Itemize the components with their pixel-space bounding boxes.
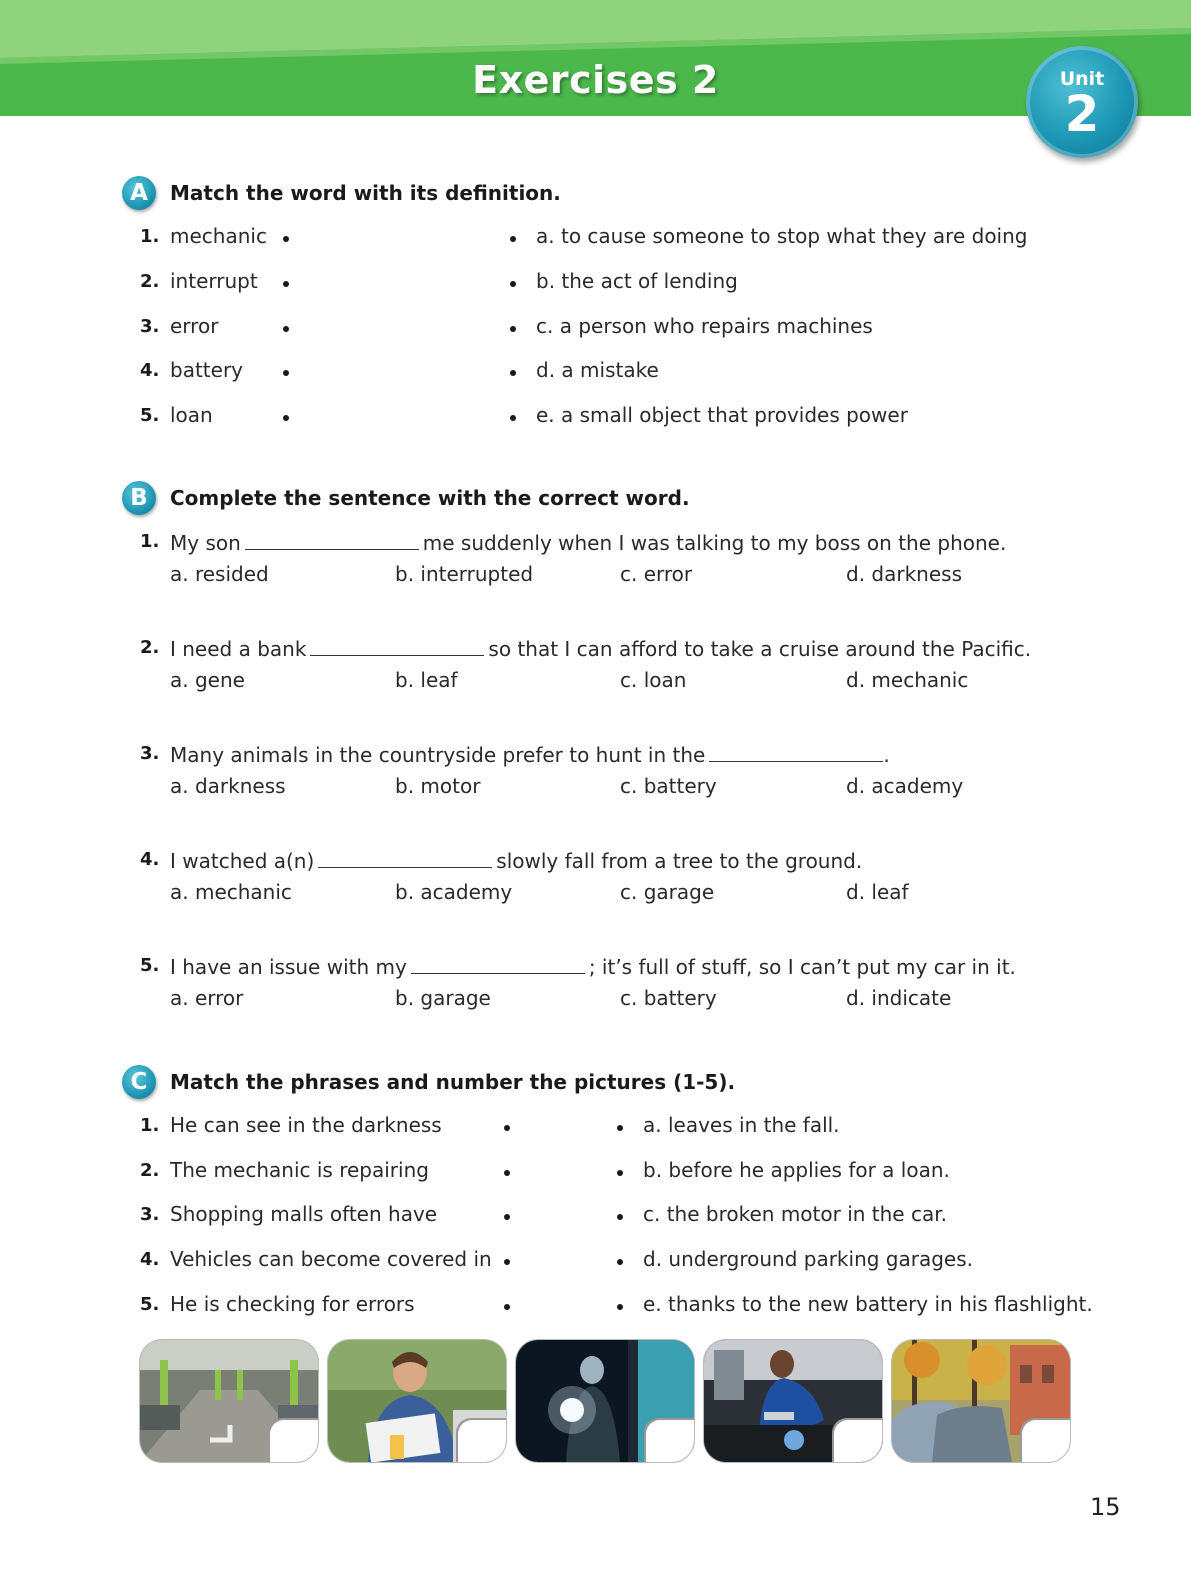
answer-option[interactable]: c. error [620, 562, 693, 586]
item-number: 5. [140, 405, 160, 426]
sentence-start: I have an issue with my [170, 955, 407, 979]
sentence-start: My son [170, 531, 241, 555]
match-word: error [170, 314, 219, 338]
sentence-end: slowly fall from a tree to the ground. [496, 849, 863, 873]
match-dot-left[interactable] [504, 1125, 510, 1131]
match-dot-left[interactable] [504, 1214, 510, 1220]
page-number: 15 [1090, 1493, 1121, 1521]
match-dot-left[interactable] [283, 326, 289, 332]
match-definition: c. a person who repairs machines [536, 314, 873, 338]
answer-option[interactable]: c. garage [620, 880, 715, 904]
match-dot-right[interactable] [617, 1214, 623, 1220]
answer-option[interactable]: d. leaf [846, 880, 909, 904]
match-dot-left[interactable] [504, 1170, 510, 1176]
match-definition: e. a small object that provides power [536, 403, 908, 427]
picture-parking-garage [140, 1340, 318, 1462]
phrase-ending: b. before he applies for a loan. [643, 1158, 950, 1182]
match-dot-left[interactable] [283, 415, 289, 421]
unit-badge [1026, 46, 1138, 158]
section-a-badge: A [122, 176, 156, 210]
answer-blank[interactable] [245, 529, 419, 550]
section-a-instruction: Match the word with its definition. [170, 181, 561, 205]
phrase-start: He is checking for errors [170, 1292, 415, 1316]
answer-option[interactable]: a. gene [170, 668, 245, 692]
phrase-start: The mechanic is repairing [170, 1158, 429, 1182]
item-number: 1. [140, 1115, 160, 1136]
match-word: battery [170, 358, 243, 382]
match-dot-right[interactable] [510, 236, 516, 242]
match-dot-right[interactable] [510, 370, 516, 376]
section-c-badge: C [122, 1065, 156, 1099]
unit-number: 2 [1064, 85, 1100, 143]
match-dot-right[interactable] [510, 326, 516, 332]
item-number: 2. [140, 1160, 160, 1181]
item-number: 2. [140, 271, 160, 292]
item-number: 3. [140, 1204, 160, 1225]
question-number: 1. [140, 531, 160, 552]
match-dot-right[interactable] [510, 281, 516, 287]
section-b-badge: B [122, 481, 156, 515]
answer-box-1[interactable] [270, 1420, 318, 1462]
answer-option[interactable]: b. leaf [395, 668, 458, 692]
question-sentence [170, 847, 862, 873]
match-word: loan [170, 403, 213, 427]
phrase-start: Shopping malls often have [170, 1202, 438, 1226]
answer-option[interactable]: a. resided [170, 562, 269, 586]
phrase-ending: d. underground parking garages. [643, 1247, 973, 1271]
question-sentence [170, 529, 1006, 555]
match-dot-right[interactable] [510, 415, 516, 421]
phrase-ending: a. leaves in the fall. [643, 1113, 840, 1137]
answer-option[interactable]: d. academy [846, 774, 964, 798]
item-number: 4. [140, 360, 160, 381]
question-sentence [170, 635, 1031, 661]
sentence-end: me suddenly when I was talking to my boss on the phone. [422, 531, 1007, 555]
question-sentence [170, 953, 1016, 979]
sentence-end: so that I can afford to take a cruise around the Pacific. [488, 637, 1032, 661]
sentence-start: I watched a(n) [170, 849, 315, 873]
match-dot-left[interactable] [283, 236, 289, 242]
question-number: 4. [140, 849, 160, 870]
answer-option[interactable]: a. mechanic [170, 880, 292, 904]
phrase-ending: e. thanks to the new battery in his flashlight. [643, 1292, 1093, 1316]
section-c-instruction: Match the phrases and number the pictures (1-5). [170, 1070, 736, 1094]
answer-option[interactable]: b. academy [395, 880, 513, 904]
answer-box-2[interactable] [458, 1420, 506, 1462]
answer-option[interactable]: d. mechanic [846, 668, 969, 692]
answer-option[interactable]: c. battery [620, 774, 717, 798]
phrase-start: Vehicles can become covered in [170, 1247, 492, 1271]
answer-box-5[interactable] [1022, 1420, 1070, 1462]
match-word: interrupt [170, 269, 258, 293]
match-dot-left[interactable] [283, 281, 289, 287]
match-dot-right[interactable] [617, 1125, 623, 1131]
answer-option[interactable]: b. motor [395, 774, 481, 798]
sentence-start: I need a bank [170, 637, 307, 661]
answer-blank[interactable] [310, 635, 484, 656]
picture-mechanic-repairing-car [704, 1340, 882, 1462]
answer-option[interactable]: d. darkness [846, 562, 962, 586]
item-number: 3. [140, 316, 160, 337]
question-number: 2. [140, 637, 160, 658]
phrase-start: He can see in the darkness [170, 1113, 442, 1137]
answer-option[interactable]: d. indicate [846, 986, 952, 1010]
match-definition: b. the act of lending [536, 269, 738, 293]
answer-option[interactable]: a. error [170, 986, 244, 1010]
item-number: 4. [140, 1249, 160, 1270]
answer-blank[interactable] [709, 741, 883, 762]
page-title: Exercises 2 [472, 58, 719, 102]
answer-blank[interactable] [318, 847, 492, 868]
unit-label: Unit [1059, 68, 1105, 90]
item-number: 5. [140, 1294, 160, 1315]
answer-option[interactable]: c. loan [620, 668, 687, 692]
answer-option[interactable]: b. interrupted [395, 562, 534, 586]
question-sentence [170, 741, 890, 767]
match-dot-left[interactable] [504, 1259, 510, 1265]
answer-box-3[interactable] [646, 1420, 694, 1462]
phrase-ending: c. the broken motor in the car. [643, 1202, 947, 1226]
sentence-end: . [883, 743, 890, 767]
picture-man-with-flashlight [516, 1340, 694, 1462]
picture-cars-under-autumn-leaves [892, 1340, 1070, 1462]
match-dot-left[interactable] [504, 1304, 510, 1310]
answer-blank[interactable] [411, 953, 585, 974]
question-number: 3. [140, 743, 160, 764]
answer-option[interactable]: c. battery [620, 986, 717, 1010]
sentence-end: ; it’s full of stuff, so I can’t put my car in it. [588, 955, 1016, 979]
match-dot-left[interactable] [283, 370, 289, 376]
match-definition: a. to cause someone to stop what they are doing [536, 224, 1028, 248]
match-dot-right[interactable] [617, 1259, 623, 1265]
picture-man-reviewing-papers [328, 1340, 506, 1462]
match-definition: d. a mistake [536, 358, 659, 382]
item-number: 1. [140, 226, 160, 247]
match-dot-right[interactable] [617, 1304, 623, 1310]
match-dot-right[interactable] [617, 1170, 623, 1176]
answer-box-4[interactable] [834, 1420, 882, 1462]
match-word: mechanic [170, 224, 267, 248]
sentence-start: Many animals in the countryside prefer to hunt in the [170, 743, 706, 767]
answer-option[interactable]: b. garage [395, 986, 491, 1010]
answer-option[interactable]: a. darkness [170, 774, 286, 798]
question-number: 5. [140, 955, 160, 976]
section-b-instruction: Complete the sentence with the correct word. [170, 486, 690, 510]
